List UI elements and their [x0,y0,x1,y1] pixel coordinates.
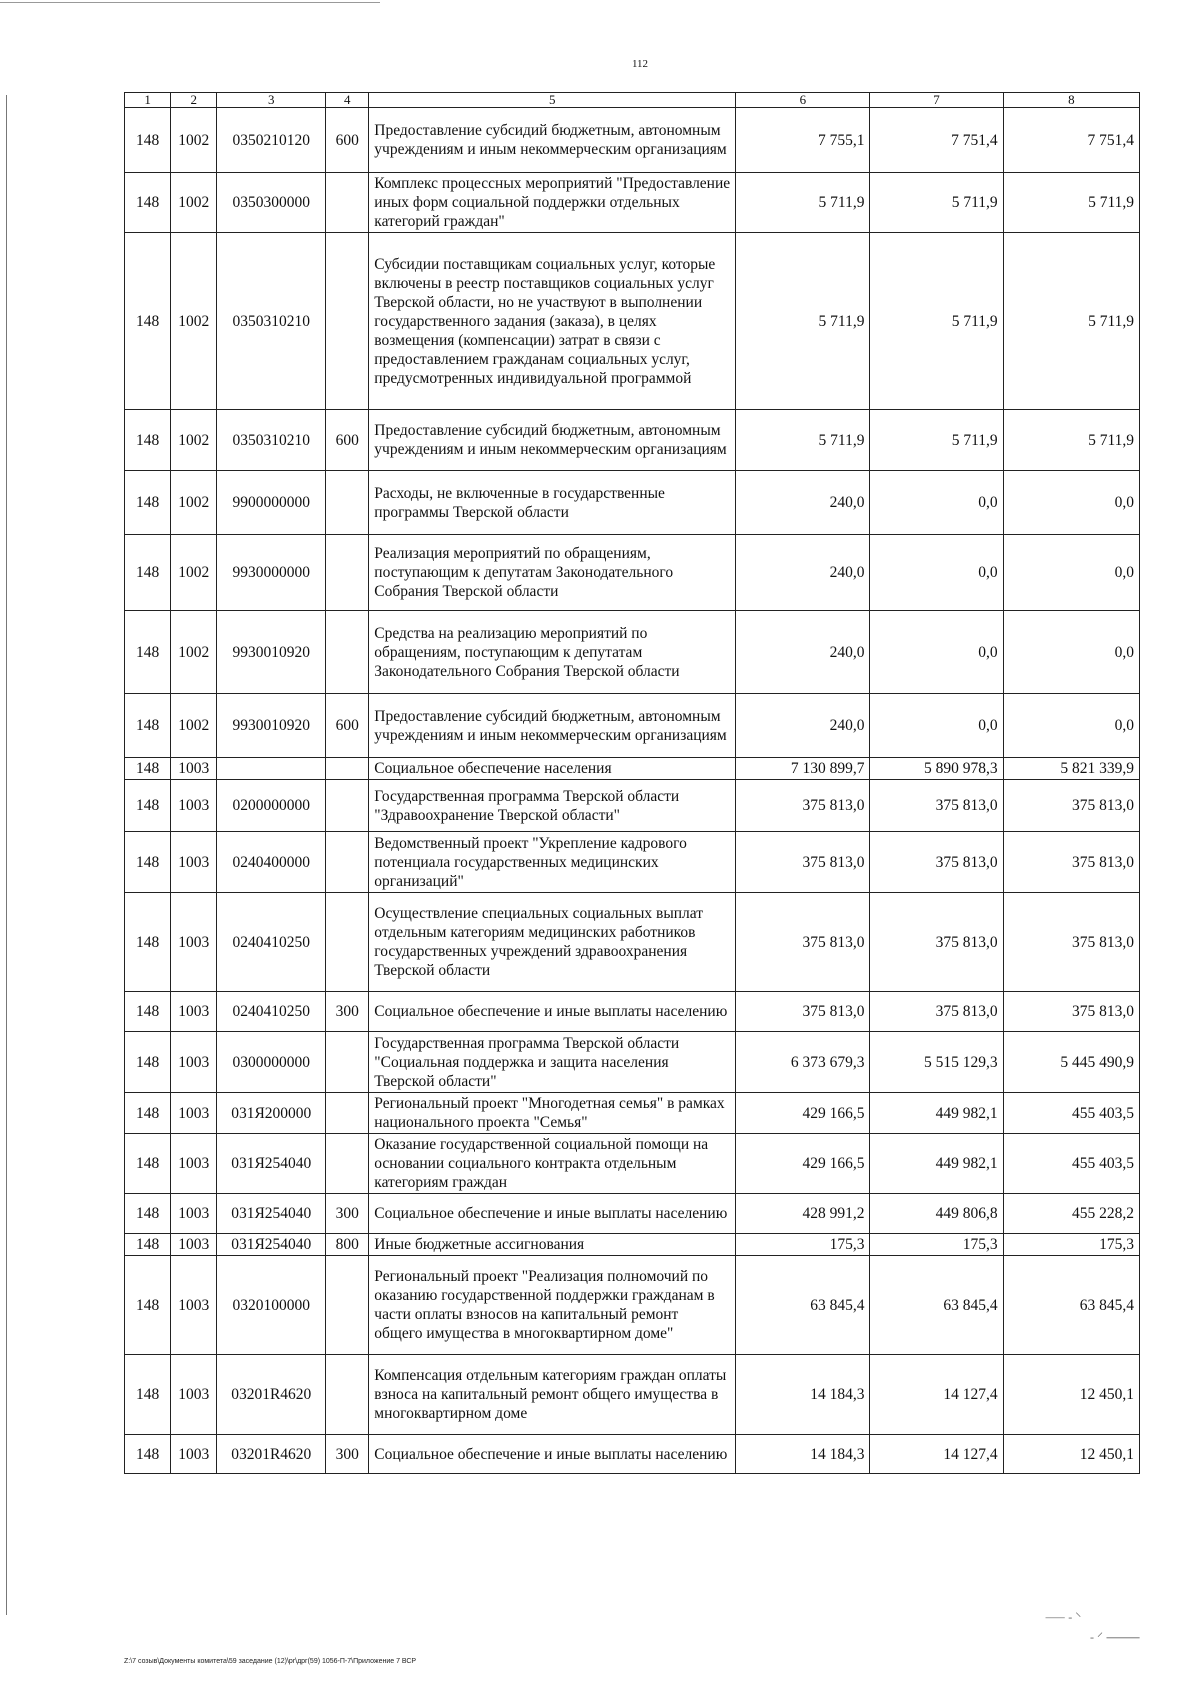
cell-amount-col-8: 375 813,0 [1003,780,1139,832]
cell-amount-col-7: 5 711,9 [870,233,1003,410]
cell-amount-col-8: 0,0 [1003,471,1139,535]
cell-expense-type [326,1032,369,1093]
cell-amount-col-7: 0,0 [870,611,1003,694]
header-col-6: 6 [736,93,870,108]
cell-col-2: 1002 [171,233,217,410]
cell-name: Оказание государственной социальной помощи на основании социального контракта отдельным категориям граждан [369,1134,736,1194]
table-header [125,93,1140,108]
cell-amount-col-7: 375 813,0 [870,780,1003,832]
table-row [125,611,1140,694]
cell-code: 03201R4620 [217,1435,326,1474]
cell-expense-type: 600 [326,410,369,471]
cell-col-1: 148 [125,1256,171,1355]
cell-expense-type [326,1256,369,1355]
cell-amount-col-7: 175,3 [870,1234,1003,1256]
table-row [125,758,1140,780]
cell-amount-col-7: 14 127,4 [870,1435,1003,1474]
cell-amount-col-7: 0,0 [870,535,1003,611]
table-row [125,1032,1140,1093]
cell-col-1: 148 [125,173,171,233]
cell-col-1: 148 [125,535,171,611]
table-row [125,992,1140,1032]
cell-col-2: 1003 [171,1355,217,1435]
cell-col-2: 1003 [171,893,217,992]
cell-amount-col-8: 455 228,2 [1003,1194,1139,1234]
cell-col-2: 1003 [171,832,217,893]
scan-mark: ⸺ ‐ ⸌ [1045,1610,1082,1624]
cell-amount-col-6: 63 845,4 [736,1256,870,1355]
cell-name: Расходы, не включенные в государственные программы Тверской области [369,471,736,535]
cell-amount-col-8: 5 445 490,9 [1003,1032,1139,1093]
cell-expense-type [326,233,369,410]
cell-expense-type [326,758,369,780]
cell-name: Средства на реализацию мероприятий по обращениям, поступающим к депутатам Законодательного Собрания Тверской области [369,611,736,694]
table-row [125,780,1140,832]
cell-col-1: 148 [125,832,171,893]
table-row [125,1435,1140,1474]
cell-code: 0240400000 [217,832,326,893]
cell-amount-col-6: 175,3 [736,1234,870,1256]
cell-name: Региональный проект "Многодетная семья" в рамках национального проекта "Семья" [369,1093,736,1134]
cell-col-2: 1003 [171,1194,217,1234]
cell-code: 0300000000 [217,1032,326,1093]
cell-col-1: 148 [125,1355,171,1435]
cell-amount-col-7: 375 813,0 [870,832,1003,893]
cell-col-2: 1003 [171,758,217,780]
cell-amount-col-8: 5 821 339,9 [1003,758,1139,780]
cell-col-2: 1003 [171,1435,217,1474]
cell-code: 0240410250 [217,893,326,992]
cell-name: Субсидии поставщикам социальных услуг, которые включены в реестр поставщиков социальных услуг Тверской области, но не участвуют в выполнении государственного задания (заказа), в целях возмещения (компенсации) затрат в связи с предоставлением гражданам социальных услуг, предусмотренных индивидуальной программой [369,233,736,410]
cell-amount-col-7: 449 982,1 [870,1134,1003,1194]
cell-expense-type [326,1355,369,1435]
cell-expense-type: 800 [326,1234,369,1256]
cell-amount-col-6: 240,0 [736,611,870,694]
cell-col-2: 1003 [171,1256,217,1355]
cell-amount-col-7: 5 711,9 [870,410,1003,471]
cell-amount-col-8: 5 711,9 [1003,173,1139,233]
cell-col-1: 148 [125,611,171,694]
cell-name: Ведомственный проект "Укрепление кадрового потенциала государственных медицинских организаций" [369,832,736,893]
cell-amount-col-6: 429 166,5 [736,1134,870,1194]
cell-name: Социальное обеспечение населения [369,758,736,780]
cell-amount-col-6: 5 711,9 [736,233,870,410]
cell-amount-col-8: 12 450,1 [1003,1355,1139,1435]
cell-amount-col-8: 375 813,0 [1003,832,1139,893]
cell-code: 0320100000 [217,1256,326,1355]
cell-amount-col-8: 5 711,9 [1003,233,1139,410]
cell-amount-col-7: 449 806,8 [870,1194,1003,1234]
cell-amount-col-6: 14 184,3 [736,1355,870,1435]
cell-code: 03201R4620 [217,1355,326,1435]
cell-amount-col-7: 63 845,4 [870,1256,1003,1355]
cell-amount-col-8: 375 813,0 [1003,992,1139,1032]
cell-code: 0240410250 [217,992,326,1032]
header-col-3: 3 [217,93,326,108]
cell-name: Предоставление субсидий бюджетным, автономным учреждениям и иным некоммерческим организациям [369,108,736,173]
cell-code: 9930010920 [217,611,326,694]
table-body [125,108,1140,1474]
cell-amount-col-8: 63 845,4 [1003,1256,1139,1355]
cell-col-2: 1003 [171,1093,217,1134]
cell-amount-col-6: 428 991,2 [736,1194,870,1234]
cell-amount-col-6: 375 813,0 [736,992,870,1032]
cell-code: 0350310210 [217,233,326,410]
cell-amount-col-8: 455 403,5 [1003,1093,1139,1134]
cell-expense-type [326,893,369,992]
cell-expense-type [326,1093,369,1134]
cell-amount-col-6: 375 813,0 [736,780,870,832]
cell-col-1: 148 [125,1234,171,1256]
table-row [125,1134,1140,1194]
cell-amount-col-6: 5 711,9 [736,410,870,471]
cell-name: Социальное обеспечение и иные выплаты населению [369,992,736,1032]
cell-code: 031Я254040 [217,1194,326,1234]
cell-col-1: 148 [125,471,171,535]
cell-amount-col-6: 240,0 [736,694,870,758]
cell-expense-type [326,535,369,611]
cell-amount-col-6: 429 166,5 [736,1093,870,1134]
cell-col-1: 148 [125,758,171,780]
cell-amount-col-7: 14 127,4 [870,1355,1003,1435]
table-row [125,410,1140,471]
cell-amount-col-8: 175,3 [1003,1234,1139,1256]
cell-name: Социальное обеспечение и иные выплаты населению [369,1435,736,1474]
cell-code: 0200000000 [217,780,326,832]
cell-amount-col-7: 0,0 [870,471,1003,535]
cell-amount-col-6: 14 184,3 [736,1435,870,1474]
cell-col-1: 148 [125,1093,171,1134]
cell-col-2: 1002 [171,108,217,173]
scan-mark: ‐ ⸍ ⸻ [1090,1630,1141,1644]
cell-name: Предоставление субсидий бюджетным, автономным учреждениям и иным некоммерческим организациям [369,694,736,758]
table-row [125,1355,1140,1435]
cell-code: 0350300000 [217,173,326,233]
cell-col-1: 148 [125,410,171,471]
table-row [125,893,1140,992]
scan-top-rule [0,2,380,3]
cell-col-2: 1002 [171,471,217,535]
cell-amount-col-8: 375 813,0 [1003,893,1139,992]
cell-expense-type [326,173,369,233]
table-row [125,535,1140,611]
cell-name: Реализация мероприятий по обращениям, поступающим к депутатам Законодательного Собрания Тверской области [369,535,736,611]
cell-amount-col-7: 0,0 [870,694,1003,758]
table-row [125,1256,1140,1355]
page-number: 112 [631,58,649,70]
cell-amount-col-7: 5 890 978,3 [870,758,1003,780]
cell-name: Предоставление субсидий бюджетным, автономным учреждениям и иным некоммерческим организациям [369,410,736,471]
cell-expense-type: 300 [326,1194,369,1234]
table-row [125,173,1140,233]
cell-col-1: 148 [125,1435,171,1474]
cell-expense-type: 300 [326,1435,369,1474]
cell-col-2: 1002 [171,173,217,233]
cell-expense-type [326,611,369,694]
budget-table [124,92,1140,1474]
table-row [125,471,1140,535]
cell-code: 9930000000 [217,535,326,611]
cell-name: Государственная программа Тверской области "Социальная поддержка и защита населения Тверской области" [369,1032,736,1093]
header-row [125,93,1140,108]
cell-code: 031Я254040 [217,1234,326,1256]
cell-code: 9930010920 [217,694,326,758]
cell-amount-col-8: 0,0 [1003,694,1139,758]
cell-col-1: 148 [125,108,171,173]
cell-name: Комплекс процессных мероприятий "Предоставление иных форм социальной поддержки отдельных категорий граждан" [369,173,736,233]
cell-name: Региональный проект "Реализация полномочий по оказанию государственной поддержки гражданам в части оплаты взносов на капитальный ремонт общего имущества в многоквартирном доме" [369,1256,736,1355]
cell-amount-col-6: 375 813,0 [736,893,870,992]
cell-col-2: 1002 [171,410,217,471]
cell-name: Компенсация отдельным категориям граждан оплаты взноса на капитальный ремонт общего имущества в многоквартирном доме [369,1355,736,1435]
table-row [125,108,1140,173]
header-col-7: 7 [870,93,1003,108]
cell-col-1: 148 [125,893,171,992]
table-row [125,233,1140,410]
cell-col-2: 1002 [171,611,217,694]
scan-edge-line [6,95,7,1615]
cell-code: 0350310210 [217,410,326,471]
table-row [125,1234,1140,1256]
table-row [125,1093,1140,1134]
cell-col-2: 1003 [171,1032,217,1093]
cell-amount-col-7: 7 751,4 [870,108,1003,173]
cell-amount-col-8: 12 450,1 [1003,1435,1139,1474]
cell-expense-type [326,1134,369,1194]
cell-amount-col-7: 5 515 129,3 [870,1032,1003,1093]
cell-col-2: 1003 [171,1134,217,1194]
cell-expense-type [326,780,369,832]
cell-amount-col-7: 375 813,0 [870,992,1003,1032]
header-col-4: 4 [326,93,369,108]
cell-amount-col-8: 0,0 [1003,611,1139,694]
cell-amount-col-8: 455 403,5 [1003,1134,1139,1194]
cell-col-1: 148 [125,1134,171,1194]
cell-code: 0350210120 [217,108,326,173]
cell-col-2: 1003 [171,780,217,832]
cell-name: Государственная программа Тверской области "Здравоохранение Тверской области" [369,780,736,832]
header-col-8: 8 [1003,93,1139,108]
cell-col-1: 148 [125,1032,171,1093]
cell-amount-col-6: 7 755,1 [736,108,870,173]
cell-amount-col-6: 240,0 [736,535,870,611]
footer-file-path: Z:\7 созыв\Документы комитета\59 заседание (12)\pr\дрг(59) 1056-П-7\Приложение 7 ВСР [124,1658,417,1665]
table-row [125,832,1140,893]
cell-amount-col-6: 7 130 899,7 [736,758,870,780]
header-col-5: 5 [369,93,736,108]
cell-expense-type [326,832,369,893]
cell-col-1: 148 [125,780,171,832]
cell-code: 031Я254040 [217,1134,326,1194]
cell-amount-col-7: 5 711,9 [870,173,1003,233]
cell-name: Осуществление специальных социальных выплат отдельным категориям медицинских работников государственных учреждений здравоохранения Тверской области [369,893,736,992]
cell-code: 9900000000 [217,471,326,535]
cell-col-2: 1002 [171,535,217,611]
table-row [125,694,1140,758]
cell-amount-col-8: 7 751,4 [1003,108,1139,173]
cell-expense-type: 600 [326,108,369,173]
cell-amount-col-6: 6 373 679,3 [736,1032,870,1093]
cell-col-1: 148 [125,694,171,758]
header-col-1: 1 [125,93,171,108]
cell-name: Иные бюджетные ассигнования [369,1234,736,1256]
cell-code: 031Я200000 [217,1093,326,1134]
cell-name: Социальное обеспечение и иные выплаты населению [369,1194,736,1234]
cell-expense-type: 300 [326,992,369,1032]
cell-col-2: 1003 [171,992,217,1032]
cell-col-2: 1002 [171,694,217,758]
cell-code [217,758,326,780]
table-row [125,1194,1140,1234]
cell-expense-type [326,471,369,535]
cell-expense-type: 600 [326,694,369,758]
header-col-2: 2 [171,93,217,108]
cell-amount-col-7: 449 982,1 [870,1093,1003,1134]
cell-col-1: 148 [125,1194,171,1234]
cell-col-1: 148 [125,233,171,410]
cell-amount-col-6: 375 813,0 [736,832,870,893]
cell-amount-col-6: 5 711,9 [736,173,870,233]
cell-col-2: 1003 [171,1234,217,1256]
cell-amount-col-8: 5 711,9 [1003,410,1139,471]
cell-amount-col-8: 0,0 [1003,535,1139,611]
cell-amount-col-6: 240,0 [736,471,870,535]
cell-amount-col-7: 375 813,0 [870,893,1003,992]
cell-col-1: 148 [125,992,171,1032]
